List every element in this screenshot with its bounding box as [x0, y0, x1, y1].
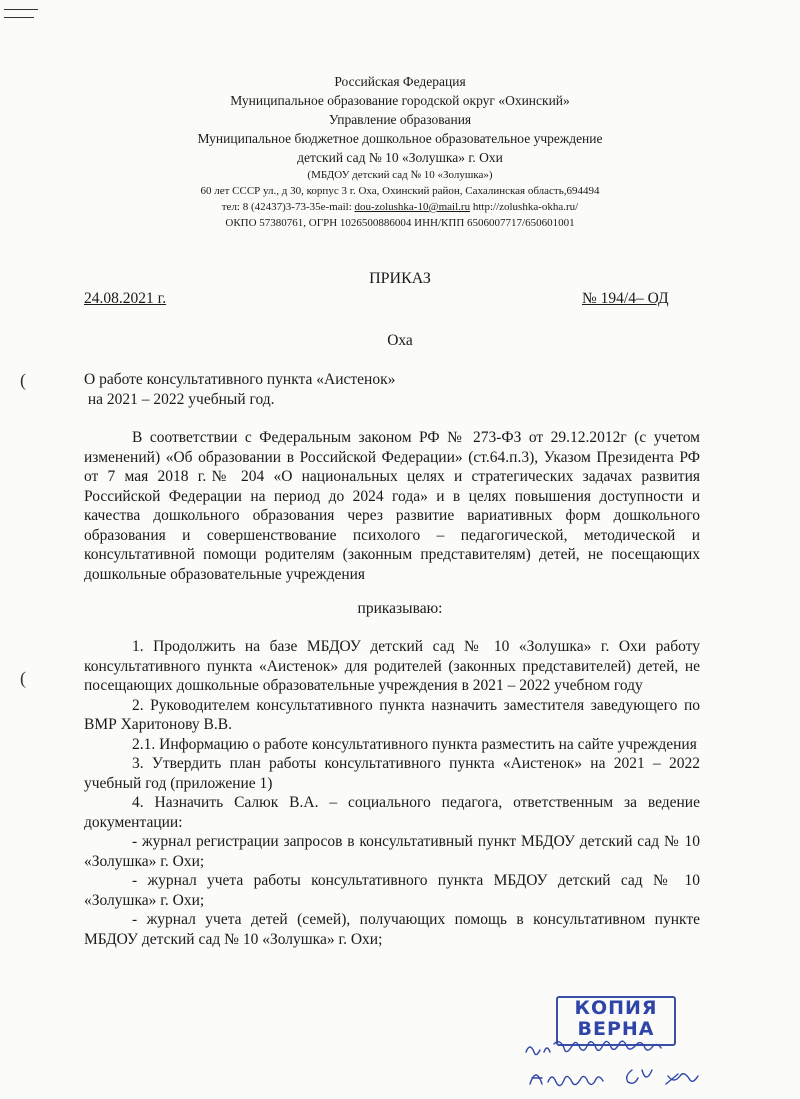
order-subitem: - журнал учета детей (семей), получающих помощь в консультативном пункте МБДОУ детский сад № 10 «Золушка» г. Охи;	[84, 911, 700, 948]
contacts-phone: тел: 8 (42437)3-73-35e-mail:	[221, 201, 355, 213]
stamp-line: ВЕРНА	[577, 1018, 655, 1040]
letterhead-address: 60 лет СССР ул., д 30, корпус 3 г. Оха, Охинский район, Сахалинская область,694494	[200, 185, 600, 197]
document-date: 24.08.2021 г.	[84, 290, 167, 307]
letterhead-country: Российская Федерация	[334, 74, 466, 89]
document-subject	[84, 370, 395, 410]
document-number: № 194/4– ОД	[582, 290, 669, 307]
order-items	[84, 637, 700, 949]
document-title: ПРИКАЗ	[369, 270, 431, 287]
contacts-email-link[interactable]: dou-zolushka-10@mail.ru	[354, 201, 471, 213]
margin-bracket-mark: (	[20, 370, 26, 390]
handwritten-signature	[520, 1030, 740, 1096]
order-subitem: - журнал регистрации запросов в консультативный пункт МБДОУ детский сад № 10 «Золушка» г. Охи;	[84, 833, 700, 870]
subject-line: на 2021 – 2022 учебный год.	[84, 391, 275, 408]
letterhead-codes: ОКПО 57380761, ОГРН 1026500886004 ИНН/КПП 6506007717/650601001	[225, 217, 575, 229]
preamble-paragraph: В соответствии с Федеральным законом РФ № 273-ФЗ от 29.12.2012г (с учетом изменений) «Об образовании в Российской Федерации» (ст.64.п.3), Указом Президента РФ от 7 мая 2018 г.№ 204 «О национальных целях и стратегических задачах развития Российской Федерации на период до 2024 года» и в целях повышения доступности и качества дошкольного образования через развитие вариативных форм дошкольного образования и совершенствование психолого – педагогической, методической и консультативной помощи родителям (законным представителям) детей, не посещающих дошкольные образовательные учреждения	[84, 429, 700, 583]
document-city: Оха	[387, 332, 413, 349]
subject-line: О работе консультативного пункта «Аистенок»	[84, 371, 396, 388]
letterhead-institution: Муниципальное бюджетное дошкольное образовательное учреждение	[197, 131, 603, 146]
stamp-line: КОПИЯ	[574, 997, 658, 1019]
order-item: 3. Утвердить план работы консультативного пункта «Аистенок» на 2021 – 2022 учебный год (приложение 1)	[84, 755, 700, 792]
order-item: 2. Руководителем консультативного пункта назначить заместителя заведующего по ВМР Харитонову В.В.	[84, 696, 700, 733]
letterhead-contacts	[100, 199, 700, 215]
letterhead-short-name: (МБДОУ детский сад № 10 «Золушка»)	[307, 169, 493, 181]
order-item: 4. Назначить Салюк В.А. – социального педагога, ответственным за ведение документации:	[84, 794, 700, 831]
letterhead-department: Управление образования	[328, 112, 472, 127]
order-item: 2.1. Информацию о работе консультативного пункта разместить на сайте учреждения	[132, 735, 697, 753]
preamble	[84, 428, 700, 584]
letterhead-institution-name: детский сад № 10 «Золушка» г. Охи	[297, 150, 503, 165]
margin-bracket-mark: (	[20, 668, 26, 688]
contacts-website: http://zolushka-okha.ru/	[470, 201, 579, 213]
corner-scan-mark	[4, 6, 38, 20]
order-word: приказываю:	[357, 600, 443, 617]
letterhead	[100, 72, 700, 231]
order-subitem: - журнал учета работы консультативного пункта МБДОУ детский сад № 10 «Золушка» г. Охи;	[84, 872, 700, 909]
order-item: 1. Продолжить на базе МБДОУ детский сад № 10 «Золушка» г. Охи работу консультативного пункта «Аистенок» для родителей (законных представителей) детей, не посещающих дошкольные образовательные учреждения в 2021 – 2022 учебном году	[84, 638, 700, 694]
letterhead-municipality: Муниципальное образование городской округ «Охинский»	[230, 93, 570, 108]
